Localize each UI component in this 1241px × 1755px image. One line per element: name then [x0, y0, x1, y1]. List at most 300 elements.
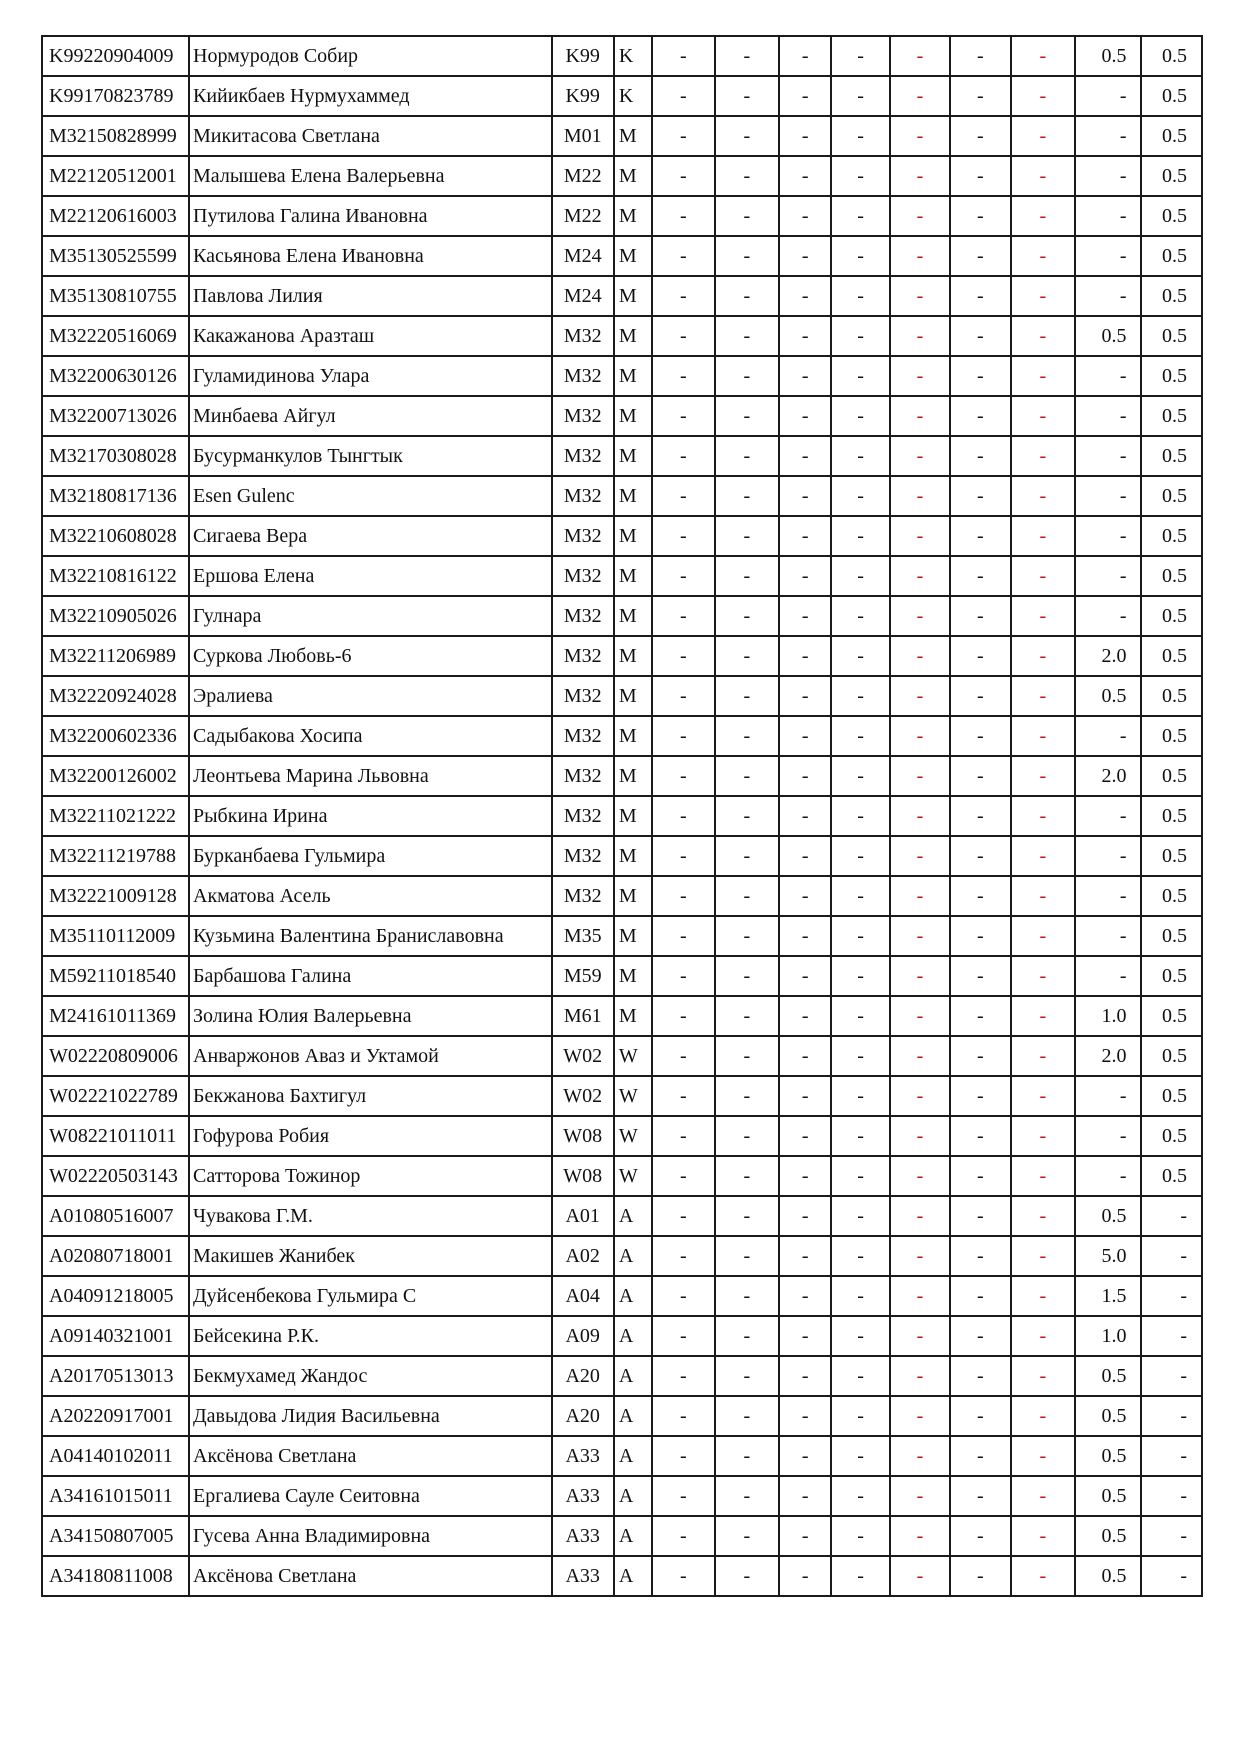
col-points-b-cell: -	[1141, 1196, 1202, 1236]
col-7-cell: -	[1011, 596, 1075, 636]
col-3-cell: -	[779, 556, 831, 596]
col-2-cell: -	[715, 116, 779, 156]
col-7-cell: -	[1011, 1116, 1075, 1156]
row-name-cell: Сигаева Вера	[189, 516, 552, 556]
col-3-cell: -	[779, 676, 831, 716]
row-name-cell: Павлова Лилия	[189, 276, 552, 316]
col-6-cell: -	[950, 276, 1010, 316]
row-group-cell: M32	[552, 476, 614, 516]
col-5-cell: -	[890, 876, 950, 916]
row-group-cell: A20	[552, 1396, 614, 1436]
col-3-cell: -	[779, 1156, 831, 1196]
col-1-cell: -	[652, 436, 714, 476]
col-2-cell: -	[715, 196, 779, 236]
col-7-cell: -	[1011, 76, 1075, 116]
table-row	[42, 1436, 1202, 1476]
col-3-cell: -	[779, 636, 831, 676]
col-4-cell: -	[831, 796, 889, 836]
col-3-cell: -	[779, 996, 831, 1036]
col-points-a-cell: -	[1075, 116, 1141, 156]
row-group-cell: W08	[552, 1156, 614, 1196]
col-6-cell: -	[950, 796, 1010, 836]
col-points-a-cell: -	[1075, 916, 1141, 956]
col-2-cell: -	[715, 76, 779, 116]
col-points-b-cell: 0.5	[1141, 796, 1202, 836]
col-1-cell: -	[652, 596, 714, 636]
col-4-cell: -	[831, 436, 889, 476]
col-6-cell: -	[950, 396, 1010, 436]
col-7-cell: -	[1011, 1156, 1075, 1196]
col-points-a-cell: 2.0	[1075, 1036, 1141, 1076]
col-6-cell: -	[950, 316, 1010, 356]
col-5-cell: -	[890, 1436, 950, 1476]
table-row	[42, 716, 1202, 756]
col-3-cell: -	[779, 916, 831, 956]
col-7-cell: -	[1011, 156, 1075, 196]
table-row	[42, 796, 1202, 836]
col-1-cell: -	[652, 636, 714, 676]
col-1-cell: -	[652, 116, 714, 156]
col-5-cell: -	[890, 996, 950, 1036]
col-points-b-cell: -	[1141, 1516, 1202, 1556]
col-2-cell: -	[715, 436, 779, 476]
row-name-cell: Ергалиева Сауле Сеитовна	[189, 1476, 552, 1516]
row-code-cell: K99220904009	[42, 36, 189, 76]
col-3-cell: -	[779, 196, 831, 236]
col-points-a-cell: -	[1075, 236, 1141, 276]
table-body	[42, 36, 1202, 1596]
row-group-cell: M32	[552, 636, 614, 676]
col-2-cell: -	[715, 1196, 779, 1236]
col-6-cell: -	[950, 1076, 1010, 1116]
col-points-b-cell: 0.5	[1141, 836, 1202, 876]
col-points-a-cell: 0.5	[1075, 1196, 1141, 1236]
col-7-cell: -	[1011, 556, 1075, 596]
col-6-cell: -	[950, 156, 1010, 196]
col-5-cell: -	[890, 516, 950, 556]
col-6-cell: -	[950, 436, 1010, 476]
row-class-cell: M	[614, 716, 652, 756]
col-6-cell: -	[950, 676, 1010, 716]
col-6-cell: -	[950, 116, 1010, 156]
col-1-cell: -	[652, 1476, 714, 1516]
col-3-cell: -	[779, 436, 831, 476]
col-3-cell: -	[779, 476, 831, 516]
table-row	[42, 516, 1202, 556]
col-5-cell: -	[890, 396, 950, 436]
row-class-cell: A	[614, 1396, 652, 1436]
row-class-cell: M	[614, 316, 652, 356]
col-7-cell: -	[1011, 1516, 1075, 1556]
table-row	[42, 1356, 1202, 1396]
row-class-cell: M	[614, 116, 652, 156]
col-3-cell: -	[779, 716, 831, 756]
col-1-cell: -	[652, 316, 714, 356]
col-4-cell: -	[831, 1196, 889, 1236]
col-5-cell: -	[890, 756, 950, 796]
row-code-cell: A02080718001	[42, 1236, 189, 1276]
row-group-cell: M32	[552, 556, 614, 596]
col-1-cell: -	[652, 1516, 714, 1556]
row-code-cell: W02220809006	[42, 1036, 189, 1076]
col-2-cell: -	[715, 676, 779, 716]
col-1-cell: -	[652, 1396, 714, 1436]
col-7-cell: -	[1011, 916, 1075, 956]
col-1-cell: -	[652, 836, 714, 876]
col-4-cell: -	[831, 76, 889, 116]
col-points-b-cell: 0.5	[1141, 716, 1202, 756]
row-code-cell: M35130525599	[42, 236, 189, 276]
col-5-cell: -	[890, 156, 950, 196]
col-5-cell: -	[890, 1516, 950, 1556]
col-5-cell: -	[890, 1476, 950, 1516]
row-code-cell: A09140321001	[42, 1316, 189, 1356]
row-name-cell: Микитасова Светлана	[189, 116, 552, 156]
col-4-cell: -	[831, 156, 889, 196]
table-row	[42, 1556, 1202, 1596]
col-4-cell: -	[831, 1156, 889, 1196]
col-5-cell: -	[890, 1116, 950, 1156]
row-group-cell: W02	[552, 1036, 614, 1076]
col-5-cell: -	[890, 836, 950, 876]
col-3-cell: -	[779, 516, 831, 556]
col-points-a-cell: -	[1075, 796, 1141, 836]
col-4-cell: -	[831, 1556, 889, 1596]
table-row	[42, 396, 1202, 436]
row-name-cell: Дуйсенбекова Гульмира С	[189, 1276, 552, 1316]
table-row	[42, 1116, 1202, 1156]
row-code-cell: M32210608028	[42, 516, 189, 556]
row-class-cell: M	[614, 916, 652, 956]
col-6-cell: -	[950, 596, 1010, 636]
col-5-cell: -	[890, 76, 950, 116]
table-row	[42, 636, 1202, 676]
col-5-cell: -	[890, 676, 950, 716]
col-1-cell: -	[652, 36, 714, 76]
col-3-cell: -	[779, 1196, 831, 1236]
row-code-cell: M32200630126	[42, 356, 189, 396]
col-4-cell: -	[831, 1316, 889, 1356]
col-3-cell: -	[779, 876, 831, 916]
col-2-cell: -	[715, 636, 779, 676]
row-group-cell: M32	[552, 716, 614, 756]
col-6-cell: -	[950, 956, 1010, 996]
col-4-cell: -	[831, 916, 889, 956]
row-group-cell: A33	[552, 1436, 614, 1476]
col-1-cell: -	[652, 1116, 714, 1156]
row-class-cell: A	[614, 1276, 652, 1316]
row-class-cell: W	[614, 1116, 652, 1156]
row-name-cell: Бурканбаева Гульмира	[189, 836, 552, 876]
row-name-cell: Esen Gulenc	[189, 476, 552, 516]
row-name-cell: Минбаева Айгул	[189, 396, 552, 436]
col-6-cell: -	[950, 1476, 1010, 1516]
col-1-cell: -	[652, 396, 714, 436]
col-points-b-cell: 0.5	[1141, 156, 1202, 196]
col-points-b-cell: 0.5	[1141, 436, 1202, 476]
col-1-cell: -	[652, 1556, 714, 1596]
col-6-cell: -	[950, 1396, 1010, 1436]
row-code-cell: M32211219788	[42, 836, 189, 876]
row-group-cell: M22	[552, 196, 614, 236]
col-1-cell: -	[652, 1436, 714, 1476]
col-3-cell: -	[779, 1276, 831, 1316]
row-class-cell: K	[614, 36, 652, 76]
col-7-cell: -	[1011, 1396, 1075, 1436]
table-row	[42, 476, 1202, 516]
col-7-cell: -	[1011, 1476, 1075, 1516]
row-class-cell: M	[614, 876, 652, 916]
results-table	[41, 35, 1203, 1597]
row-class-cell: M	[614, 156, 652, 196]
row-name-cell: Бейсекина Р.К.	[189, 1316, 552, 1356]
col-6-cell: -	[950, 716, 1010, 756]
col-2-cell: -	[715, 1276, 779, 1316]
col-points-b-cell: 0.5	[1141, 196, 1202, 236]
col-6-cell: -	[950, 356, 1010, 396]
col-6-cell: -	[950, 236, 1010, 276]
row-code-cell: M32170308028	[42, 436, 189, 476]
col-points-a-cell: -	[1075, 716, 1141, 756]
row-class-cell: M	[614, 996, 652, 1036]
col-2-cell: -	[715, 596, 779, 636]
col-1-cell: -	[652, 1156, 714, 1196]
col-3-cell: -	[779, 1036, 831, 1076]
col-7-cell: -	[1011, 236, 1075, 276]
col-2-cell: -	[715, 476, 779, 516]
col-4-cell: -	[831, 36, 889, 76]
row-class-cell: M	[614, 516, 652, 556]
row-code-cell: M32200602336	[42, 716, 189, 756]
col-7-cell: -	[1011, 116, 1075, 156]
row-class-cell: A	[614, 1476, 652, 1516]
col-3-cell: -	[779, 836, 831, 876]
row-group-cell: M01	[552, 116, 614, 156]
row-group-cell: W02	[552, 1076, 614, 1116]
col-3-cell: -	[779, 1356, 831, 1396]
table-row	[42, 676, 1202, 716]
col-2-cell: -	[715, 756, 779, 796]
col-6-cell: -	[950, 1236, 1010, 1276]
col-6-cell: -	[950, 1036, 1010, 1076]
col-5-cell: -	[890, 276, 950, 316]
row-group-cell: A09	[552, 1316, 614, 1356]
row-name-cell: Какажанова Аразташ	[189, 316, 552, 356]
col-1-cell: -	[652, 476, 714, 516]
col-4-cell: -	[831, 1236, 889, 1276]
col-points-a-cell: 0.5	[1075, 1396, 1141, 1436]
col-4-cell: -	[831, 636, 889, 676]
col-2-cell: -	[715, 1396, 779, 1436]
row-group-cell: M59	[552, 956, 614, 996]
col-points-b-cell: 0.5	[1141, 516, 1202, 556]
table-row	[42, 356, 1202, 396]
row-class-cell: M	[614, 236, 652, 276]
row-group-cell: A02	[552, 1236, 614, 1276]
row-name-cell: Кузьмина Валентина Браниславовна	[189, 916, 552, 956]
col-6-cell: -	[950, 916, 1010, 956]
col-3-cell: -	[779, 1436, 831, 1476]
row-group-cell: A33	[552, 1476, 614, 1516]
col-5-cell: -	[890, 36, 950, 76]
col-points-b-cell: -	[1141, 1236, 1202, 1276]
col-4-cell: -	[831, 356, 889, 396]
col-5-cell: -	[890, 1276, 950, 1316]
col-4-cell: -	[831, 476, 889, 516]
col-points-a-cell: -	[1075, 1156, 1141, 1196]
col-3-cell: -	[779, 1236, 831, 1276]
col-points-b-cell: -	[1141, 1276, 1202, 1316]
col-points-a-cell: -	[1075, 1076, 1141, 1116]
row-code-cell: M32200126002	[42, 756, 189, 796]
col-3-cell: -	[779, 956, 831, 996]
table-row	[42, 1156, 1202, 1196]
row-group-cell: M35	[552, 916, 614, 956]
col-5-cell: -	[890, 596, 950, 636]
row-code-cell: M32220516069	[42, 316, 189, 356]
row-group-cell: M32	[552, 796, 614, 836]
col-7-cell: -	[1011, 1196, 1075, 1236]
col-6-cell: -	[950, 836, 1010, 876]
row-code-cell: M35110112009	[42, 916, 189, 956]
col-5-cell: -	[890, 116, 950, 156]
col-4-cell: -	[831, 876, 889, 916]
col-5-cell: -	[890, 636, 950, 676]
row-group-cell: A33	[552, 1516, 614, 1556]
col-4-cell: -	[831, 1356, 889, 1396]
col-1-cell: -	[652, 276, 714, 316]
col-2-cell: -	[715, 996, 779, 1036]
col-6-cell: -	[950, 1356, 1010, 1396]
col-points-b-cell: 0.5	[1141, 756, 1202, 796]
table-row	[42, 156, 1202, 196]
col-2-cell: -	[715, 396, 779, 436]
row-class-cell: A	[614, 1436, 652, 1476]
col-6-cell: -	[950, 36, 1010, 76]
col-1-cell: -	[652, 916, 714, 956]
row-code-cell: M32180817136	[42, 476, 189, 516]
row-name-cell: Золина Юлия Валерьевна	[189, 996, 552, 1036]
table-row	[42, 756, 1202, 796]
col-4-cell: -	[831, 596, 889, 636]
row-class-cell: A	[614, 1196, 652, 1236]
col-1-cell: -	[652, 1236, 714, 1276]
col-2-cell: -	[715, 716, 779, 756]
col-2-cell: -	[715, 556, 779, 596]
col-2-cell: -	[715, 1316, 779, 1356]
col-7-cell: -	[1011, 1316, 1075, 1356]
row-name-cell: Эралиева	[189, 676, 552, 716]
col-points-a-cell: 0.5	[1075, 1356, 1141, 1396]
col-7-cell: -	[1011, 796, 1075, 836]
col-6-cell: -	[950, 756, 1010, 796]
row-group-cell: M32	[552, 596, 614, 636]
col-5-cell: -	[890, 1316, 950, 1356]
col-1-cell: -	[652, 1276, 714, 1316]
col-points-a-cell: -	[1075, 156, 1141, 196]
col-5-cell: -	[890, 1236, 950, 1276]
col-points-a-cell: -	[1075, 956, 1141, 996]
table-row	[42, 556, 1202, 596]
col-6-cell: -	[950, 1276, 1010, 1316]
row-code-cell: A34180811008	[42, 1556, 189, 1596]
col-points-b-cell: 0.5	[1141, 876, 1202, 916]
row-class-cell: M	[614, 796, 652, 836]
col-3-cell: -	[779, 116, 831, 156]
row-class-cell: A	[614, 1236, 652, 1276]
col-4-cell: -	[831, 236, 889, 276]
col-points-a-cell: 1.0	[1075, 996, 1141, 1036]
row-group-cell: A20	[552, 1356, 614, 1396]
col-1-cell: -	[652, 1076, 714, 1116]
row-name-cell: Макишев Жанибек	[189, 1236, 552, 1276]
col-5-cell: -	[890, 1156, 950, 1196]
col-7-cell: -	[1011, 636, 1075, 676]
col-3-cell: -	[779, 1516, 831, 1556]
row-group-cell: M32	[552, 836, 614, 876]
row-name-cell: Гулнара	[189, 596, 552, 636]
table-row	[42, 876, 1202, 916]
col-5-cell: -	[890, 796, 950, 836]
col-7-cell: -	[1011, 516, 1075, 556]
table-row	[42, 236, 1202, 276]
col-5-cell: -	[890, 236, 950, 276]
row-group-cell: K99	[552, 36, 614, 76]
col-points-b-cell: 0.5	[1141, 76, 1202, 116]
row-group-cell: M61	[552, 996, 614, 1036]
col-6-cell: -	[950, 1436, 1010, 1476]
col-6-cell: -	[950, 196, 1010, 236]
col-4-cell: -	[831, 956, 889, 996]
col-1-cell: -	[652, 956, 714, 996]
row-name-cell: Гусева Анна Владимировна	[189, 1516, 552, 1556]
row-code-cell: A34161015011	[42, 1476, 189, 1516]
row-group-cell: A04	[552, 1276, 614, 1316]
col-4-cell: -	[831, 1396, 889, 1436]
col-5-cell: -	[890, 196, 950, 236]
row-code-cell: M22120616003	[42, 196, 189, 236]
col-4-cell: -	[831, 1476, 889, 1516]
table-row	[42, 1276, 1202, 1316]
row-class-cell: M	[614, 476, 652, 516]
row-code-cell: M32150828999	[42, 116, 189, 156]
col-5-cell: -	[890, 316, 950, 356]
row-name-cell: Малышева Елена Валерьевна	[189, 156, 552, 196]
col-6-cell: -	[950, 556, 1010, 596]
table-row	[42, 1196, 1202, 1236]
col-points-a-cell: -	[1075, 76, 1141, 116]
col-4-cell: -	[831, 276, 889, 316]
col-3-cell: -	[779, 1396, 831, 1436]
col-2-cell: -	[715, 1476, 779, 1516]
col-4-cell: -	[831, 116, 889, 156]
row-class-cell: M	[614, 956, 652, 996]
col-6-cell: -	[950, 996, 1010, 1036]
col-6-cell: -	[950, 1316, 1010, 1356]
col-4-cell: -	[831, 1276, 889, 1316]
table-row	[42, 1036, 1202, 1076]
col-4-cell: -	[831, 756, 889, 796]
row-group-cell: M22	[552, 156, 614, 196]
col-points-a-cell: 1.5	[1075, 1276, 1141, 1316]
col-6-cell: -	[950, 476, 1010, 516]
row-group-cell: M24	[552, 236, 614, 276]
col-2-cell: -	[715, 1076, 779, 1116]
col-7-cell: -	[1011, 436, 1075, 476]
row-class-cell: A	[614, 1516, 652, 1556]
col-1-cell: -	[652, 1196, 714, 1236]
col-2-cell: -	[715, 1236, 779, 1276]
